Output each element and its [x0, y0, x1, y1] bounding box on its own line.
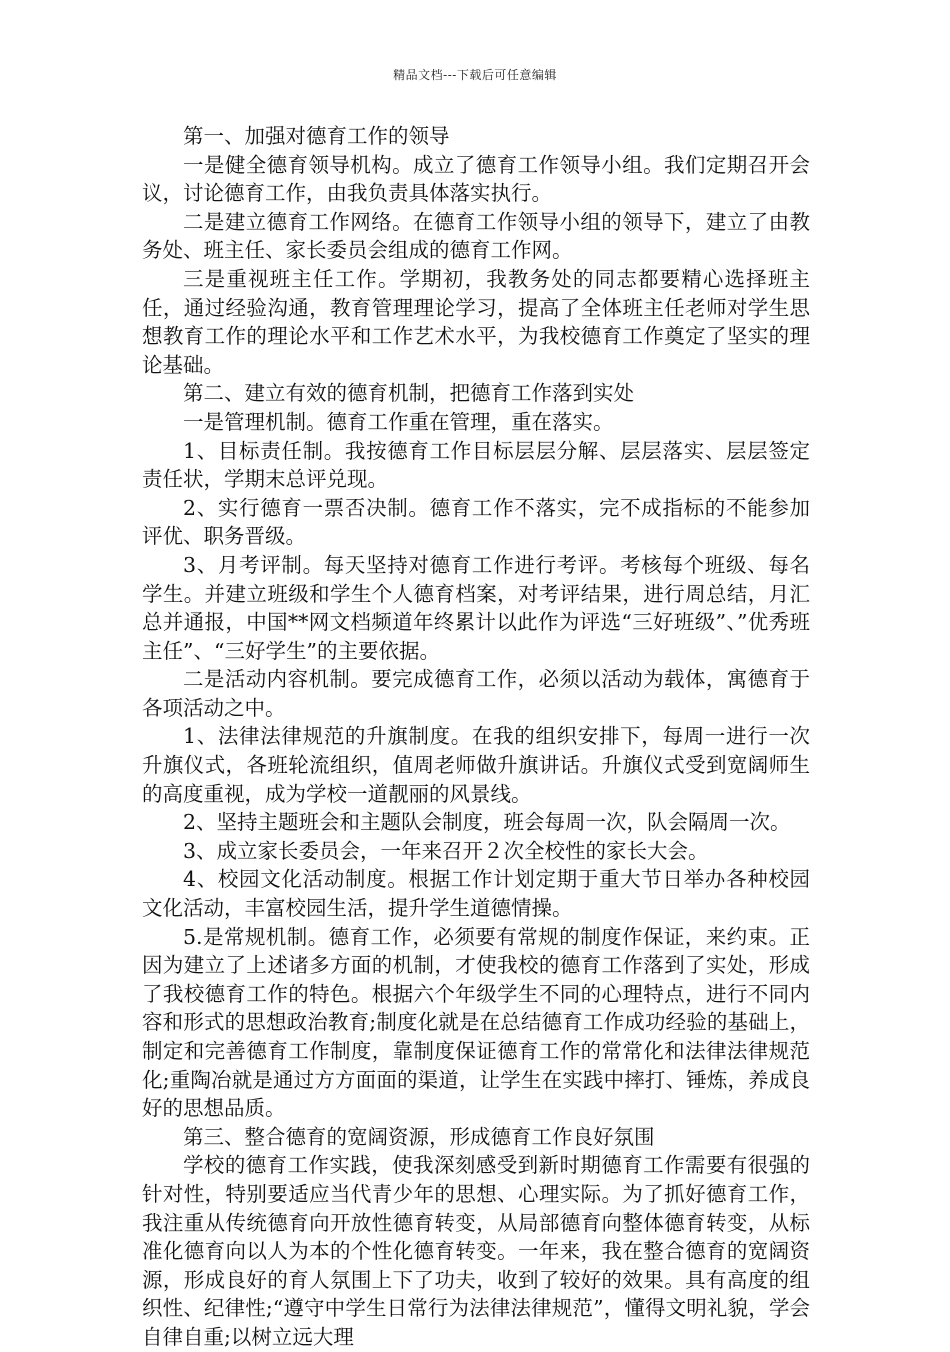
paragraph: 三是重视班主任工作。学期初，我教务处的同志都要精心选择班主任，通过经验沟通，教育管理理论学习，提高了全体班主任老师对学生思想教育工作的理论水平和工作艺术水平，为我校德育工作奠定了坚实的理论基础。	[142, 266, 810, 377]
document-body	[142, 122, 810, 1352]
paragraph: 学校的德育工作实践，使我深刻感受到新时期德育工作需要有很强的针对性，特别要适应当代青少年的思想、心理实际。为了抓好德育工作，我注重从传统德育向开放性德育转变，从局部德育向整体德育转变，从标准化德育向以人为本的个性化德育转变。一年来，我在整合德育的宽阔资源，形成良好的育人氛围上下了功夫，收到了较好的效果。具有高度的组织性、纪律性;“遵守中学生日常行为法律法律规范”，懂得文明礼貌，学会自律自重;以树立远大理	[142, 1153, 810, 1349]
paragraph: 5.是常规机制。德育工作，必须要有常规的制度作保证，来约束。正因为建立了上述诸多方面的机制，才使我校的德育工作落到了实处，形成了我校德育工作的特色。根据六个年级学生不同的心理特点，进行不同内容和形式的思想政治教育;制度化就是在总结德育工作成功经验的基础上，制定和完善德育工作制度，靠制度保证德育工作的常常化和法律法律规范化;重陶冶就是通过方方面面的渠道，让学生在实践中摔打、锤炼，养成良好的思想品质。	[142, 924, 810, 1121]
paragraph: 一是管理机制。德育工作重在管理，重在落实。	[183, 409, 614, 434]
paragraph: 1、目标责任制。我按德育工作目标层层分解、层层落实、层层签定责任状，学期末总评兑现。	[142, 438, 810, 492]
paragraph: 二是建立德育工作网络。在德育工作领导小组的领导下，建立了由教务处、班主任、家长委员会组成的德育工作网。	[142, 209, 810, 263]
paragraph: 一是健全德育领导机构。成立了德育工作领导小组。我们定期召开会议，讨论德育工作，由我负责具体落实执行。	[142, 152, 810, 206]
paragraph: 4、校园文化活动制度。根据工作计划定期于重大节日举办各种校园文化活动，丰富校园生活，提升学生道德情操。	[142, 867, 810, 921]
paragraph: 3、成立家长委员会，一年来召开２次全校性的家长大会。	[183, 838, 709, 863]
paragraph: 2、坚持主题班会和主题队会制度，班会每周一次，队会隔周一次。	[183, 810, 791, 835]
paragraph: 1、法律法律规范的升旗制度。在我的组织安排下，每周一进行一次升旗仪式，各班轮流组织，值周老师做升旗讲话。升旗仪式受到宽阔师生的高度重视，成为学校一道靓丽的风景线。	[142, 724, 810, 806]
section-heading-2: 第二、建立有效的德育机制，把德育工作落到实处	[183, 381, 634, 406]
page-header: 精品文档---下载后可任意编辑	[393, 68, 557, 82]
section-heading-1: 第一、加强对德育工作的领导	[183, 124, 450, 148]
paragraph: 二是活动内容机制。要完成德育工作，必须以活动为载体，寓德育于各项活动之中。	[142, 667, 810, 720]
paragraph: 3、月考评制。每天坚持对德育工作进行考评。考核每个班级、每名学生。并建立班级和学生个人德育档案，对考评结果，进行周总结，月汇总并通报，中国**网文档频道年终累计以此作为评选“三好班级”、”优秀班主任”、“三好学生”的主要依据。	[142, 552, 810, 663]
section-heading-3: 第三、整合德育的宽阔资源，形成德育工作良好氛围	[183, 1124, 655, 1149]
paragraph: 2、实行德育一票否决制。德育工作不落实，完不成指标的不能参加评优、职务晋级。	[142, 495, 810, 549]
